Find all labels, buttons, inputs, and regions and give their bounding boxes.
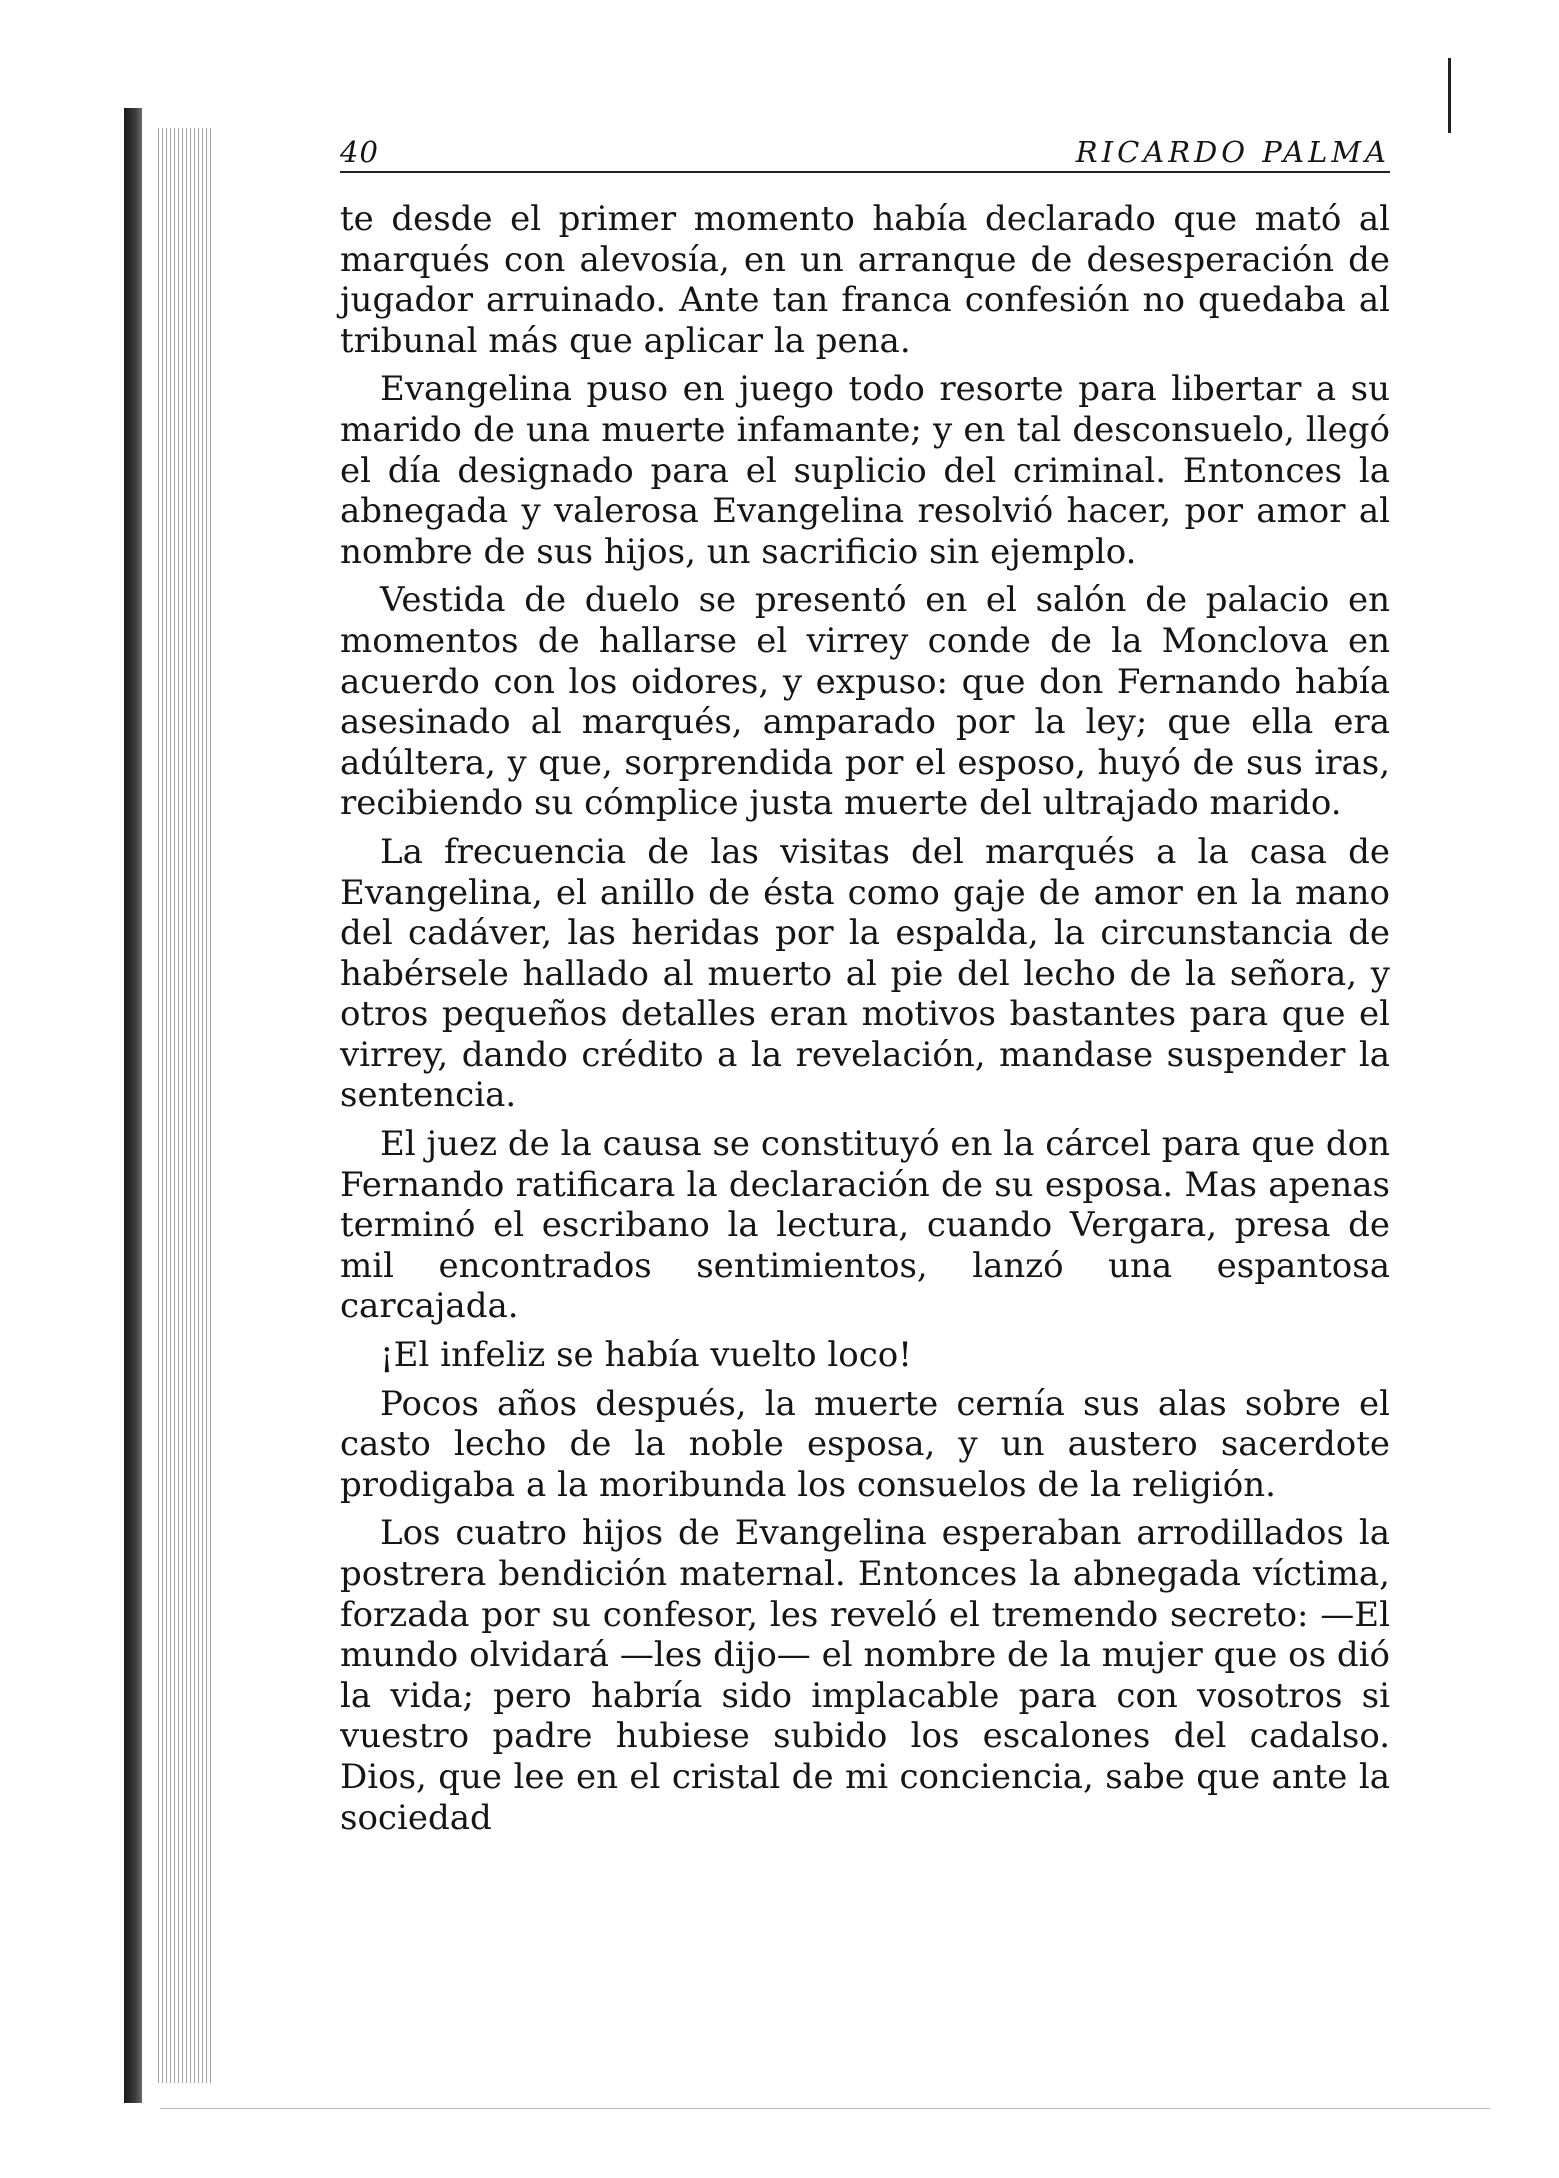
scan-bottom-edge xyxy=(160,2108,1490,2109)
book-binding-gutter xyxy=(118,108,213,2103)
book-page xyxy=(340,135,1390,1846)
paragraph: El juez de la causa se constituyó en la cárcel para que don Fernando ratificara la declaración de su esposa. Mas apenas terminó el escribano la lectura, cuando Vergara, presa de mil encontrados sentimientos, lanzó una espantosa carcajada. xyxy=(340,1124,1390,1327)
paragraph: ¡El infeliz se había vuelto loco! xyxy=(380,1335,912,1376)
paragraph: Los cuatro hijos de Evangelina esperaban arrodillados la postrera bendición maternal. Entonces la abnegada víctima, forzada por su confesor, les reveló el tremendo secreto: —El mundo olvidará —les dijo— el nombre de la mujer que os dió la vida; pero habría sido implacable para con vosotros si vuestro padre hubiese subido los escalones del cadalso. Dios, que lee en el cristal de mi conciencia, sabe que ante la sociedad xyxy=(340,1513,1390,1838)
running-head xyxy=(340,135,1390,173)
body-text xyxy=(340,199,1390,1838)
scan-mark xyxy=(1448,58,1451,133)
running-head-author: RICARDO PALMA xyxy=(1075,135,1390,169)
binding-shadow xyxy=(124,108,142,2103)
page-number: 40 xyxy=(340,135,379,169)
paragraph: te desde el primer momento había declarado que mató al marqués con alevosía, en un arranque de desesperación de jugador arruinado. Ante tan franca confesión no quedaba al tribunal más que aplicar la pena. xyxy=(340,199,1390,361)
paragraph: Evangelina puso en juego todo resorte para libertar a su marido de una muerte infamante; y en tal desconsuelo, llegó el día designado para el suplicio del criminal. Entonces la abnegada y valerosa Evangelina resolvió hacer, por amor al nombre de sus hijos, un sacrificio sin ejemplo. xyxy=(340,369,1390,572)
paragraph: La frecuencia de las visitas del marqués a la casa de Evangelina, el anillo de ésta como gaje de amor en la mano del cadáver, las heridas por la espalda, la circunstancia de habérsele hallado al muerto al pie del lecho de la señora, y otros pequeños detalles eran motivos bastantes para que el virrey, dando crédito a la revelación, mandase suspender la sentencia. xyxy=(340,831,1390,1116)
paragraph: Vestida de duelo se presentó en el salón de palacio en momentos de hallarse el virrey conde de la Monclova en acuerdo con los oidores, y expuso: que don Fernando había asesinado al marqués, amparado por la ley; que ella era adúltera, y que, sorprendida por el esposo, huyó de sus iras, recibiendo su cómplice justa muerte del ultrajado marido. xyxy=(340,580,1390,824)
page-edge-lines xyxy=(158,128,213,2083)
paragraph: Pocos años después, la muerte cernía sus alas sobre el casto lecho de la noble esposa, y un austero sacerdote prodigaba a la moribunda los consuelos de la religión. xyxy=(340,1383,1390,1505)
